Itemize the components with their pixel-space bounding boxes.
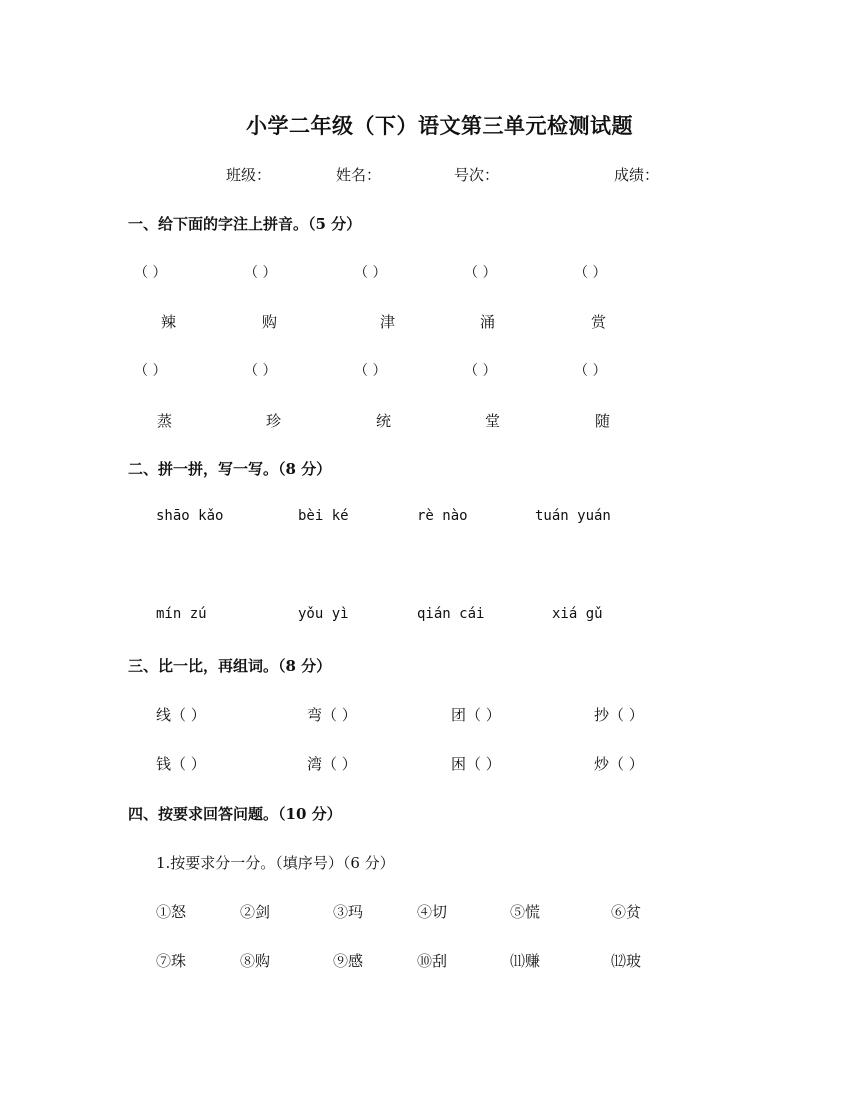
pinyin-item: xiá gǔ	[552, 606, 603, 622]
compare-item[interactable]: 抄（ ）	[594, 706, 644, 724]
name-label: 姓名：	[336, 166, 382, 184]
compare-item[interactable]: 线（ ）	[156, 706, 206, 724]
pinyin-item: yǒu yì	[298, 606, 349, 622]
pinyin-blank[interactable]: （ ）	[464, 363, 497, 379]
pinyin-item: rè nào	[417, 508, 468, 524]
character-item: 涌	[480, 313, 496, 331]
section-3-heading: 三、比一比，再组词。（8 分）	[128, 657, 332, 675]
compare-item[interactable]: 炒（ ）	[594, 755, 644, 773]
character-item: 赏	[591, 313, 607, 331]
pinyin-item: qián cái	[417, 606, 485, 622]
numbered-character: ⑨感	[333, 952, 364, 970]
character-item: 珍	[266, 412, 282, 430]
character-item: 津	[380, 313, 396, 331]
numbered-character: ⑦珠	[156, 952, 187, 970]
character-item: 随	[595, 412, 611, 430]
class-label: 班级：	[226, 166, 272, 184]
pinyin-item: mín zú	[156, 606, 207, 622]
numbered-character: ⑿玻	[611, 952, 642, 970]
character-item: 统	[376, 412, 392, 430]
numbered-character: ②剑	[240, 903, 271, 921]
compare-item[interactable]: 钱（ ）	[156, 755, 206, 773]
section-2-heading: 二、拼一拼，写一写。（8 分）	[128, 460, 332, 478]
pinyin-item: shāo kǎo	[156, 508, 224, 524]
numbered-character: ⑥贫	[611, 903, 642, 921]
pinyin-blank[interactable]: （ ）	[354, 265, 387, 281]
page-title: 小学二年级（下）语文第三单元检测试题	[246, 113, 633, 138]
compare-item[interactable]: 团（ ）	[451, 706, 501, 724]
numbered-character: ⑤慌	[510, 903, 541, 921]
numbered-character: ③玛	[333, 903, 364, 921]
compare-item[interactable]: 困（ ）	[451, 755, 501, 773]
pinyin-blank[interactable]: （ ）	[464, 265, 497, 281]
numbered-character: ⑧购	[240, 952, 271, 970]
character-item: 辣	[161, 313, 177, 331]
question-1-text: 1.按要求分一分。（填序号）（6 分）	[156, 854, 395, 872]
numbered-character: ④切	[417, 903, 448, 921]
character-item: 蒸	[157, 412, 173, 430]
pinyin-blank[interactable]: （ ）	[244, 363, 277, 379]
number-label: 号次：	[454, 166, 500, 184]
pinyin-blank[interactable]: （ ）	[574, 363, 607, 379]
pinyin-item: bèi ké	[298, 508, 349, 524]
character-item: 堂	[485, 412, 501, 430]
section-4-heading: 四、按要求回答问题。（10 分）	[128, 805, 342, 823]
section-1-heading: 一、给下面的字注上拼音。（5 分）	[128, 215, 362, 233]
pinyin-blank[interactable]: （ ）	[354, 363, 387, 379]
pinyin-blank[interactable]: （ ）	[244, 265, 277, 281]
pinyin-blank[interactable]: （ ）	[134, 363, 167, 379]
numbered-character: ⑩刮	[417, 952, 448, 970]
numbered-character: ①怒	[156, 903, 187, 921]
numbered-character: ⑾赚	[510, 952, 541, 970]
compare-item[interactable]: 湾（ ）	[307, 755, 357, 773]
compare-item[interactable]: 弯（ ）	[307, 706, 357, 724]
pinyin-blank[interactable]: （ ）	[574, 265, 607, 281]
pinyin-blank[interactable]: （ ）	[134, 265, 167, 281]
score-label: 成绩：	[614, 166, 660, 184]
pinyin-item: tuán yuán	[535, 508, 611, 524]
character-item: 购	[262, 313, 278, 331]
